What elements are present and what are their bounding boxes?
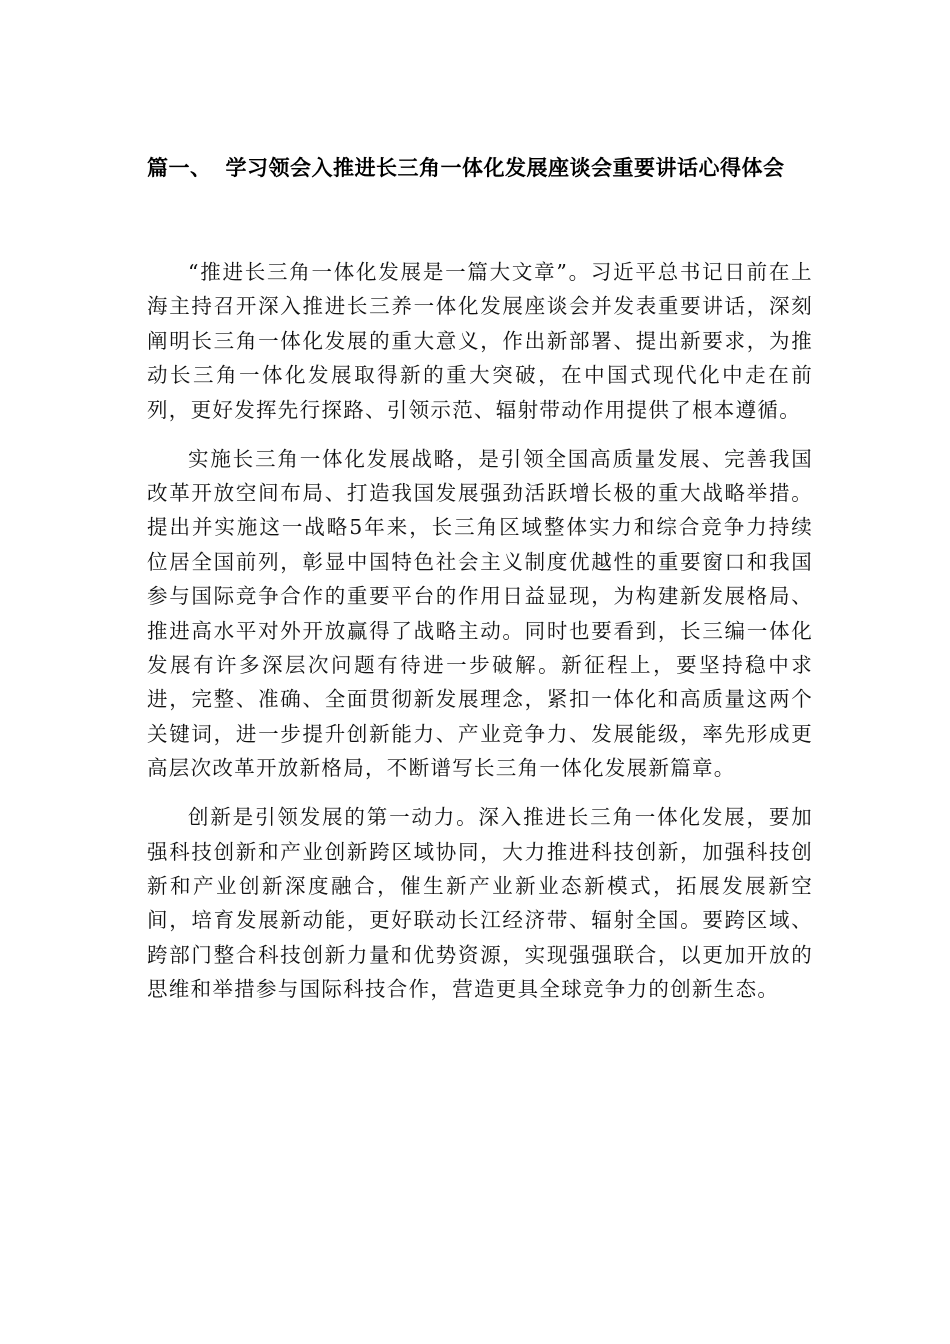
paragraph-2: 实施长三角一体化发展战略，是引领全国高质量发展、完善我国改革开放空间布局、打造我国发展强劲活跃增长极的重大战略举措。提出并实施这一战略5年来，长三角区域整体实力和综合竞争力持续位居全国前列，彰显中国特色社会主义制度优越性的重要窗口和我国参与国际竞争合作的重要平台的作用日益显现，为构建新发展格局、推进高水平对外开放赢得了战略主动。同时也要看到，长三编一体化发展有许多深层次问题有待进一步破解。新征程上，要坚持稳中求进，完整、准确、全面贯彻新发展理念，紧扣一体化和高质量这两个关键词，进一步提升创新能力、产业竞争力、发展能级，率先形成更高层次改革开放新格局，不断谱写长三角一体化发展新篇章。 (147, 446, 813, 781)
document-body (147, 255, 813, 1021)
paragraph-3: 创新是引领发展的第一动力。深入推进长三角一体化发展，要加强科技创新和产业创新跨区域协同，大力推进科技创新，加强科技创新和产业创新深度融合，催生新产业新业态新模式，拓展发展新空间，培育发展新动能，更好联动长江经济带、辐射全国。要跨区域、跨部门整合科技创新力量和优势资源，实现强强联合，以更加开放的思维和举措参与国际科技合作，营造更具全球竞争力的创新生态。 (147, 805, 813, 1002)
document-title (147, 153, 827, 183)
title-main: 学习领会入推进长三角一体化发展座谈会重要讲话心得体会 (225, 156, 785, 180)
title-prefix: 篇一、 (147, 156, 212, 180)
paragraph-1: “推进长三角一体化发展是一篇大文章”。习近平总书记日前在上海主持召开深入推进长三养一体化发展座谈会并发表重要讲话，深刻阐明长三角一体化发展的重大意义，作出新部署、提出新要求，为推动长三角一体化发展取得新的重大突破，在中国式现代化中走在前列，更好发挥先行探路、引领示范、辐射带动作用提供了根本遵循。 (147, 260, 813, 422)
